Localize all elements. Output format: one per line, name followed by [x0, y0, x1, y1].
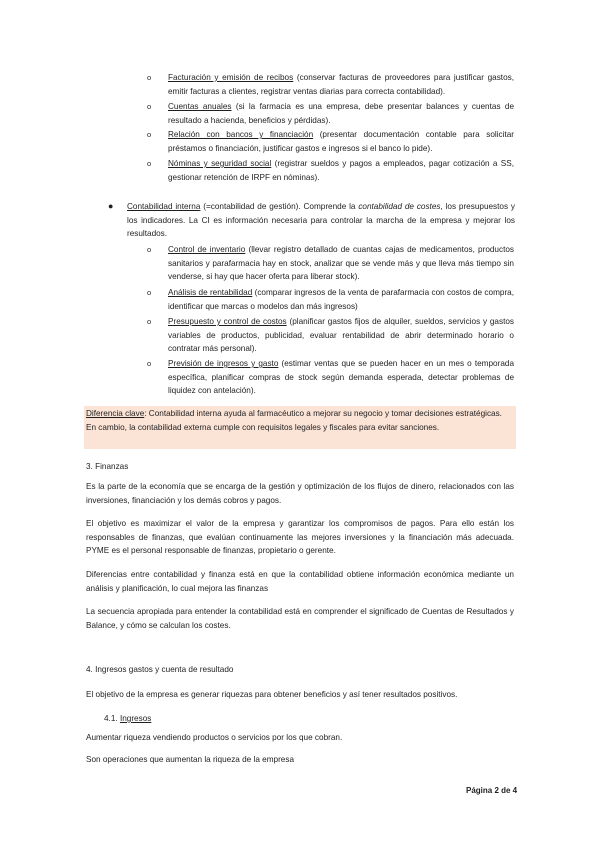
paragraph: La secuencia apropiada para entender la contabilidad está en comprender el significado de Cuentas de Resultados y Balance, y cómo se calculan los costes. [86, 607, 514, 630]
bullet-icon: o [147, 73, 152, 82]
contabilidad-interna-item: ● Contabilidad interna (=contabilidad de gestión). Comprende la contabilidad de costes, los presupuestos y los indicadores. La CI es información necesaria para controlar la marcha de la empresa y mejorar los resultados. [108, 201, 515, 238]
bullet-icon: o [147, 317, 152, 326]
paragraph: Son operaciones que aumentan la riqueza de la empresa [86, 755, 295, 764]
paragraph: El objetivo de la empresa es generar riquezas para obtener beneficios y así tener resultados positivos. [86, 690, 458, 699]
bullet-icon: o [147, 130, 152, 139]
list-item: o Relación con bancos y financiación (presentar documentación contable para solicitar préstamos o financiación, justificar gastos e ingresos si el banco lo pide). [147, 130, 514, 153]
list-item: o Nóminas y seguridad social (registrar sueldos y pagos a empleados, pagar cotización a SS, gestionar retención de IRPF en nóminas). [147, 159, 514, 182]
bullet-icon: o [147, 245, 152, 254]
section-heading-finanzas: 3. Finanzas [86, 462, 129, 471]
section-heading-ingresos: 4. Ingresos gastos y cuenta de resultado [86, 665, 234, 674]
paragraph: Es la parte de la economía que se encarga de la gestión y optimización de los flujos de dinero, relacionados con las inversiones, financiación y los demás cobros y pagos. [86, 482, 514, 505]
list-item: o Facturación y emisión de recibos (conservar facturas de proveedores para justificar gastos, emitir facturas a clientes, registrar ventas diarias para correcta contabilidad). [147, 73, 515, 96]
paragraph: El objetivo es maximizar el valor de la empresa y garantizar los compromisos de pagos. Para ello están los responsables de finanzas, que evalúan continuamente las mejores inversiones y la financiación más adecuada. PYME es el personal responsable de finanzas, propietario o gerente. [86, 519, 514, 555]
paragraph: Diferencias entre contabilidad y finanza está en que la contabilidad obtiene información económica mediante un análisis y planificación, lo cual mejora las finanzas [86, 570, 514, 593]
bullet-icon: o [147, 159, 152, 168]
bullet-icon: o [147, 288, 152, 297]
bullet-icon: o [147, 359, 152, 368]
list-item: o Cuentas anuales (si la farmacia es una empresa, debe presentar balances y cuentas de resultado a hacienda, beneficios y pérdidas). [147, 102, 514, 125]
list-item: o Presupuesto y control de costos (planificar gastos fijos de alquiler, sueldos, servicios y gastos variables de productos, publicidad, evaluar rentabilidad de abrir determinado horario o contratar más personal). [147, 317, 514, 353]
subsection-heading-ingresos: 4.1. Ingresos [104, 714, 152, 723]
list-item: o Análisis de rentabilidad (comparar ingresos de la venta de parafarmacia con costos de compra, identificar que marcas o modelos dan más ingresos) [147, 288, 514, 311]
bullet-icon: ● [108, 201, 114, 211]
page-number: Página 2 de 4 [466, 786, 518, 795]
diferencia-clave-note: Diferencia clave: Contabilidad interna ayuda al farmacéutico a mejorar su negocio y tomar decisiones estratégicas. En cambio, la contabilidad externa cumple con requisitos legales y fiscales para evitar sanciones. [84, 406, 516, 449]
paragraph: Aumentar riqueza vendiendo productos o servicios por los que cobran. [86, 733, 343, 742]
list-item: o Control de inventario (llevar registro detallado de cuantas cajas de medicamentos, productos sanitarios y parafarmacia hay en stock, analizar que se vende más y que lleva más tiempo sin venderse, si hay que hacer oferta para liberar stock). [147, 245, 514, 281]
list-item: o Previsión de ingresos y gasto (estimar ventas que se pueden hacer en un mes o temporada específica, planificar compras de stock según demanda esperada, detectar problemas de liquidez con antelación). [147, 359, 514, 395]
bullet-icon: o [147, 102, 152, 111]
